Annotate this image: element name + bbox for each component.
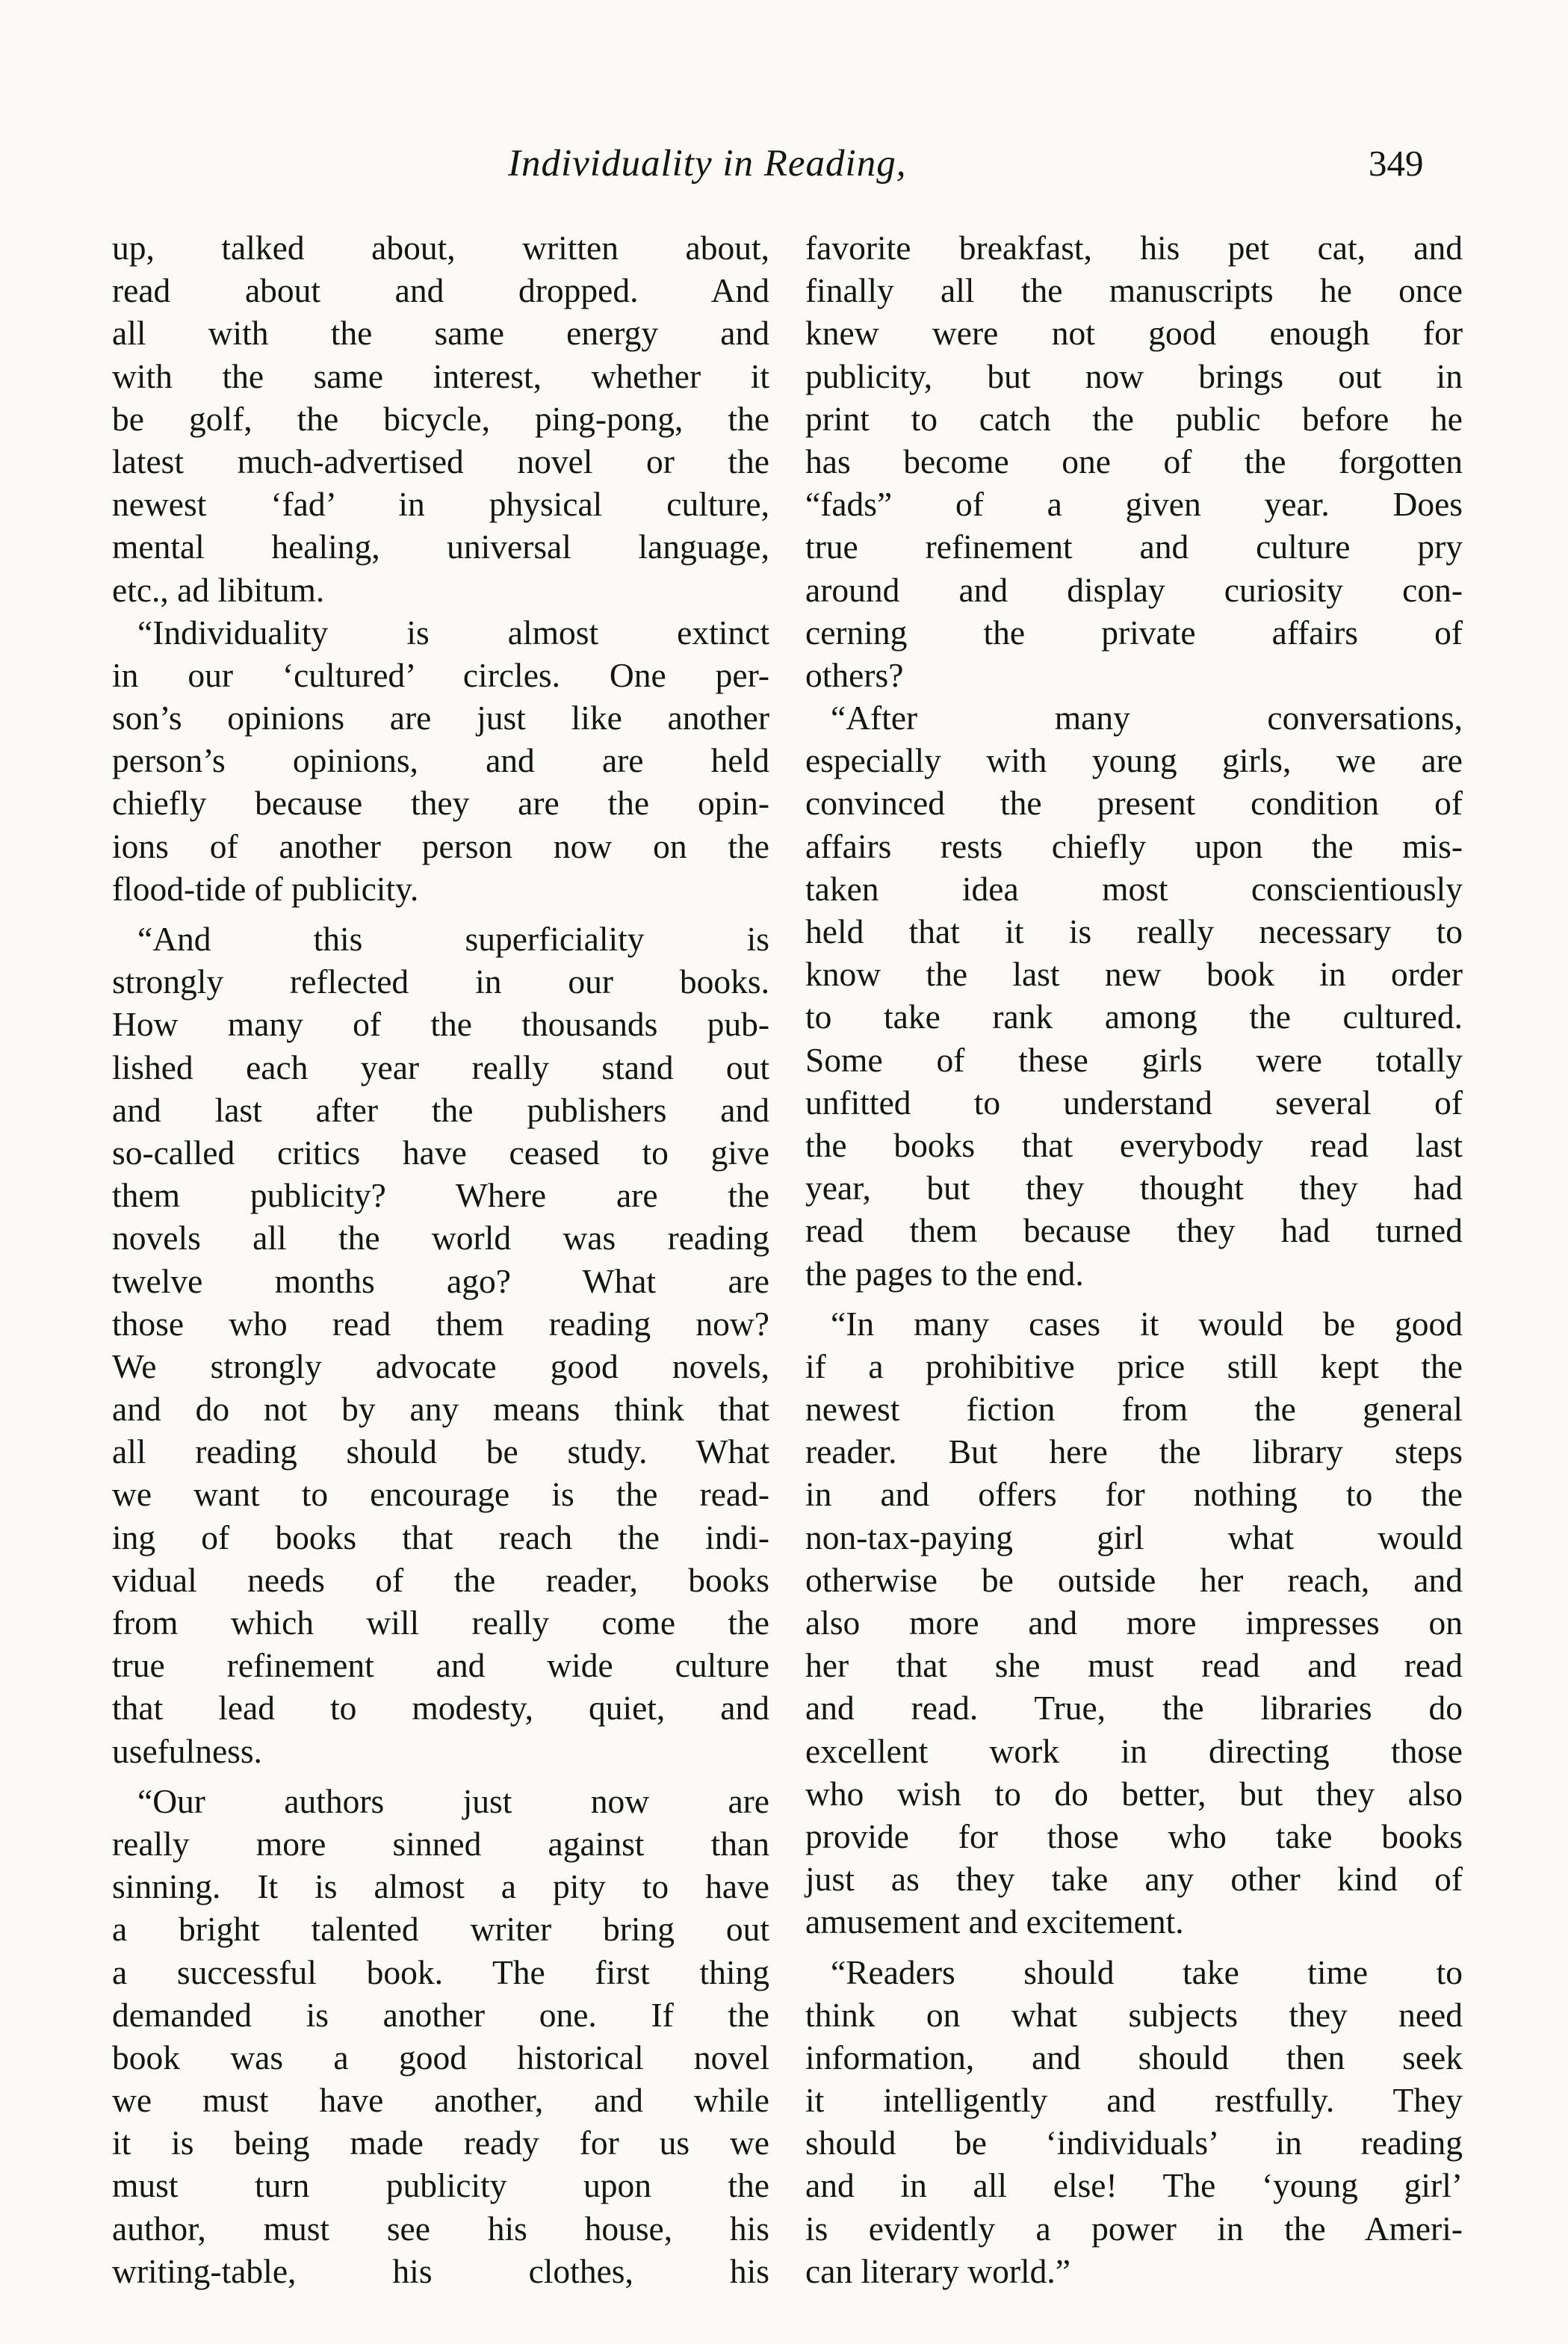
paragraph-gap	[112, 1772, 769, 1780]
text-line: demanded is another one. If the	[112, 1995, 769, 2034]
text-line: just as they take any other kind of	[805, 1860, 1463, 1899]
text-line: the books that everybody read last	[805, 1125, 1463, 1164]
text-line: up, talked about, written about,	[112, 229, 769, 267]
paragraph-gap	[112, 910, 769, 918]
text-line: flood-tide of publicity.	[112, 869, 419, 908]
text-line: in and offers for nothing to the	[805, 1475, 1463, 1514]
text-line: sinning. It is almost a pity to have	[112, 1867, 769, 1906]
text-line: affairs rests chiefly upon the mis-	[805, 826, 1463, 865]
text-line: excellent work in directing those	[805, 1731, 1463, 1770]
page-header	[0, 142, 1568, 202]
text-line: etc., ad libitum.	[112, 570, 325, 609]
text-line: be golf, the bicycle, ping-pong, the	[112, 399, 769, 438]
text-line: read them because they had turned	[805, 1211, 1463, 1250]
text-line: “Readers should take time to	[831, 1952, 1463, 1991]
text-line: strongly reflected in our books.	[112, 962, 769, 1001]
text-line: chiefly because they are the opin-	[112, 784, 769, 823]
paragraph-gap	[805, 1943, 1463, 1951]
text-line: information, and should then seek	[805, 2038, 1463, 2076]
text-line: mental healing, universal language,	[112, 528, 769, 566]
paragraph-gap	[805, 1295, 1463, 1302]
text-line: unfitted to understand several of	[805, 1083, 1463, 1122]
text-line: usefulness.	[112, 1731, 262, 1770]
text-line: and read. True, the libraries do	[805, 1689, 1463, 1728]
text-line: true refinement and culture pry	[805, 528, 1463, 566]
text-line: is evidently a power in the Ameri-	[805, 2209, 1463, 2248]
text-line: finally all the manuscripts he once	[805, 271, 1463, 310]
text-line: newest ‘fad’ in physical culture,	[112, 485, 769, 524]
text-line: so-called critics have ceased to give	[112, 1133, 769, 1172]
text-line: must turn publicity upon the	[112, 2166, 769, 2205]
text-line: who wish to do better, but they also	[805, 1774, 1463, 1813]
text-line: know the last new book in order	[805, 955, 1463, 994]
text-line: latest much-advertised novel or the	[112, 442, 769, 480]
text-line: otherwise be outside her reach, and	[805, 1560, 1463, 1599]
text-line: non-tax-paying girl what would	[805, 1518, 1463, 1556]
text-line: read about and dropped. And	[112, 271, 769, 310]
text-line: twelve months ago? What are	[112, 1261, 769, 1300]
text-line: amusement and excitement.	[805, 1902, 1184, 1941]
right-column	[805, 226, 1463, 2292]
text-line: a bright talented writer bring out	[112, 1910, 769, 1949]
text-line: we must have another, and while	[112, 2081, 769, 2120]
text-line: ing of books that reach the indi-	[112, 1518, 769, 1556]
text-line: it is being made ready for us we	[112, 2124, 769, 2162]
text-line: all reading should be study. What	[112, 1432, 769, 1471]
text-line: newest fiction from the general	[805, 1390, 1463, 1429]
text-line: “Our authors just now are	[137, 1781, 769, 1820]
text-line: in our ‘cultured’ circles. One per-	[112, 655, 769, 694]
text-line: ions of another person now on the	[112, 826, 769, 865]
text-line: and in all else! The ‘young girl’	[805, 2166, 1463, 2205]
text-line: around and display curiosity con-	[805, 570, 1463, 609]
text-line: think on what subjects they need	[805, 1995, 1463, 2034]
text-line: reader. But here the library steps	[805, 1432, 1463, 1471]
text-line: her that she must read and read	[805, 1646, 1463, 1685]
text-line: “And this superficiality is	[137, 920, 769, 958]
text-line: “fads” of a given year. Does	[805, 485, 1463, 524]
page-number: 349	[1369, 143, 1424, 184]
text-line: a successful book. The first thing	[112, 1952, 769, 1991]
text-line: held that it is really necessary to	[805, 912, 1463, 950]
text-line: “Individuality is almost extinct	[137, 613, 769, 652]
text-line: publicity, but now brings out in	[805, 356, 1463, 395]
text-line: all with the same energy and	[112, 314, 769, 353]
text-line: has become one of the forgotten	[805, 442, 1463, 480]
text-line: should be ‘individuals’ in reading	[805, 2124, 1463, 2162]
text-line: “After many conversations,	[831, 699, 1463, 737]
text-line: that lead to modesty, quiet, and	[112, 1689, 769, 1728]
text-line: taken idea most conscientiously	[805, 869, 1463, 908]
text-line: person’s opinions, and are held	[112, 741, 769, 780]
text-line: convinced the present condition of	[805, 784, 1463, 823]
text-line: true refinement and wide culture	[112, 1646, 769, 1685]
text-line: and do not by any means think that	[112, 1390, 769, 1429]
text-line: from which will really come the	[112, 1604, 769, 1642]
left-column	[112, 226, 769, 2292]
text-line: son’s opinions are just like another	[112, 699, 769, 737]
text-line: really more sinned against than	[112, 1824, 769, 1863]
text-line: cerning the private affairs of	[805, 613, 1463, 652]
text-line: print to catch the public before he	[805, 399, 1463, 438]
running-title: Individuality in Reading,	[508, 143, 907, 185]
text-line: we want to encourage is the read-	[112, 1475, 769, 1514]
text-line: We strongly advocate good novels,	[112, 1346, 769, 1385]
text-line: can literary world.”	[805, 2251, 1070, 2290]
text-line: writing-table, his clothes, his	[112, 2251, 769, 2290]
text-line: lished each year really stand out	[112, 1048, 769, 1086]
text-line: book was a good historical novel	[112, 2038, 769, 2076]
text-line: also more and more impresses on	[805, 1604, 1463, 1642]
text-line: “In many cases it would be good	[831, 1304, 1463, 1343]
text-line: especially with young girls, we are	[805, 741, 1463, 780]
text-line: How many of the thousands pub-	[112, 1005, 769, 1044]
text-line: novels all the world was reading	[112, 1219, 769, 1258]
text-line: them publicity? Where are the	[112, 1176, 769, 1215]
text-line: Some of these girls were totally	[805, 1040, 1463, 1079]
text-line: vidual needs of the reader, books	[112, 1560, 769, 1599]
text-line: to take rank among the cultured.	[805, 998, 1463, 1036]
text-line: favorite breakfast, his pet cat, and	[805, 229, 1463, 267]
text-line: and last after the publishers and	[112, 1090, 769, 1129]
text-line: it intelligently and restfully. They	[805, 2081, 1463, 2120]
text-line: those who read them reading now?	[112, 1304, 769, 1343]
text-line: author, must see his house, his	[112, 2209, 769, 2248]
text-line: provide for those who take books	[805, 1816, 1463, 1855]
text-line: others?	[805, 655, 904, 694]
text-line: the pages to the end.	[805, 1254, 1084, 1293]
text-line: knew were not good enough for	[805, 314, 1463, 353]
text-line: with the same interest, whether it	[112, 356, 769, 395]
text-line: if a prohibitive price still kept the	[805, 1346, 1463, 1385]
text-line: year, but they thought they had	[805, 1169, 1463, 1207]
